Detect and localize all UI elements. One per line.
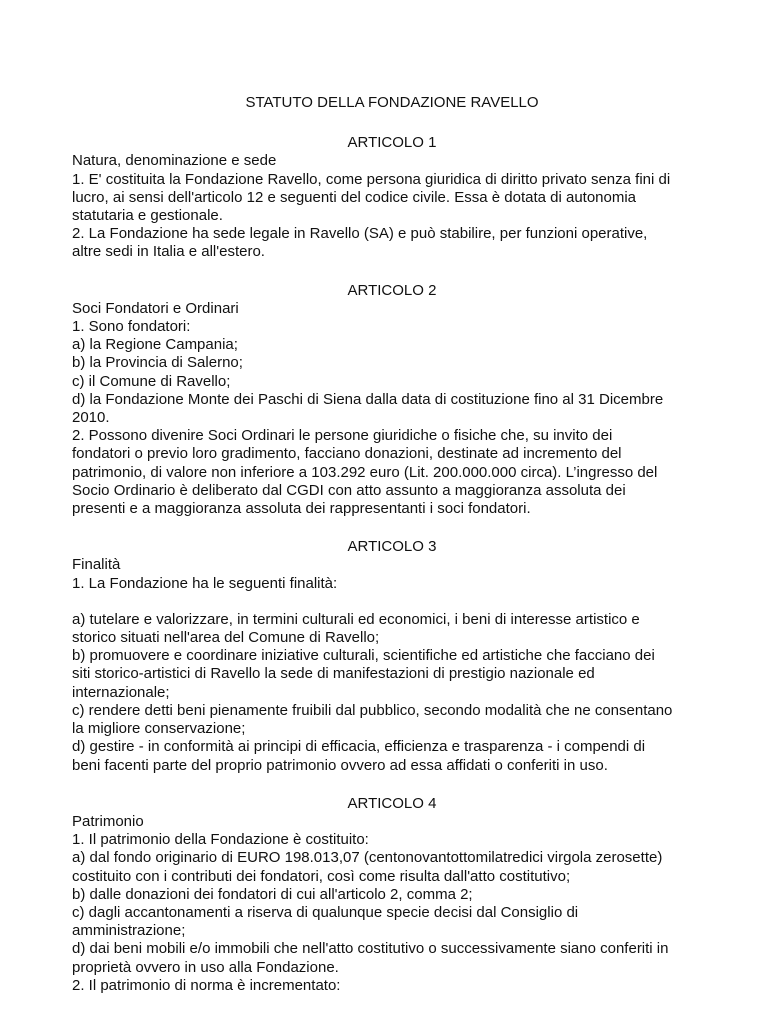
- text-line: a) dal fondo originario di EURO 198.013,07 (centonovantottomilatredici virgola zerosette): [72, 849, 663, 867]
- text-line: b) promuovere e coordinare iniziative culturali, scientifiche ed artistiche che facciano dei: [72, 647, 655, 665]
- text-line: c) dagli accantonamenti a riserva di qualunque specie decisi dal Consiglio di: [72, 903, 579, 921]
- text-line: 1. La Fondazione ha le seguenti finalità:: [72, 574, 338, 592]
- text-line: internazionale;: [72, 683, 170, 701]
- text-line: 1. Il patrimonio della Fondazione è costituito:: [72, 831, 369, 849]
- text-line: c) il Comune di Ravello;: [72, 372, 231, 390]
- text-line: proprietà ovvero in uso alla Fondazione.: [72, 958, 339, 976]
- text-line: a) tutelare e valorizzare, in termini culturali ed economici, i beni di interesse artistico e: [72, 610, 640, 628]
- article-heading: ARTICOLO 3: [347, 538, 437, 556]
- text-line: 2010.: [72, 409, 110, 427]
- paragraph-spacer: [72, 593, 712, 611]
- text-line: 2. La Fondazione ha sede legale in Ravello (SA) e può stabilire, per funzioni operative,: [72, 225, 648, 243]
- text-line: 1. Sono fondatori:: [72, 318, 191, 336]
- text-line: altre sedi in Italia e all'estero.: [72, 243, 265, 261]
- article-heading: ARTICOLO 2: [347, 281, 437, 299]
- article-heading: ARTICOLO 1: [347, 134, 437, 152]
- text-line: Finalità: [72, 556, 121, 574]
- document-title: STATUTO DELLA FONDAZIONE RAVELLO: [245, 94, 539, 111]
- text-line: b) dalle donazioni dei fondatori di cui all'articolo 2, comma 2;: [72, 885, 473, 903]
- article-section: [72, 795, 712, 995]
- text-line: 1. E' costituita la Fondazione Ravello, come persona giuridica di diritto privato senza fini di: [72, 170, 671, 188]
- text-line: la migliore conservazione;: [72, 720, 246, 738]
- text-line: statutaria e gestionale.: [72, 207, 223, 225]
- text-line: patrimonio, di valore non inferiore a 103.292 euro (Lit. 200.000.000 circa). L’ingresso del: [72, 463, 658, 481]
- text-line: 2. Possono divenire Soci Ordinari le persone giuridiche o fisiche che, su invito dei: [72, 427, 613, 445]
- text-line: presenti e a maggioranza assoluta dei rappresentanti i soci fondatori.: [72, 500, 531, 518]
- text-line: Soci Fondatori e Ordinari: [72, 299, 239, 317]
- text-line: d) dai beni mobili e/o immobili che nell'atto costitutivo o successivamente siano conferiti in: [72, 940, 669, 958]
- text-line: Socio Ordinario è deliberato dal CGDI con atto assunto a maggioranza assoluta dei: [72, 481, 626, 499]
- text-line: d) la Fondazione Monte dei Paschi di Siena dalla data di costituzione fino al 31 Dicembre: [72, 390, 664, 408]
- text-line: lucro, ai sensi dell'articolo 12 e seguenti del codice civile. Essa è dotata di autonomia: [72, 188, 637, 206]
- document-page: [72, 94, 712, 1015]
- text-line: beni facenti parte del proprio patrimonio ovvero ad essa affidati o conferiti in uso.: [72, 756, 608, 774]
- text-line: b) la Provincia di Salerno;: [72, 354, 243, 372]
- text-line: 2. Il patrimonio di norma è incrementato:: [72, 976, 341, 994]
- text-line: storico situati nell'area del Comune di Ravello;: [72, 629, 380, 647]
- article-heading: ARTICOLO 4: [347, 794, 437, 812]
- articles-container: [72, 134, 712, 995]
- text-line: c) rendere detti beni pienamente fruibili dal pubblico, secondo modalità che ne consentano: [72, 701, 673, 719]
- text-line: Natura, denominazione e sede: [72, 152, 277, 170]
- text-line: fondatori o previo loro gradimento, facciano donazioni, destinate ad incremento del: [72, 445, 622, 463]
- article-section: [72, 282, 712, 519]
- article-section: [72, 134, 712, 261]
- text-line: siti storico-artistici di Ravello la sede di manifestazioni di prestigio nazionale ed: [72, 665, 595, 683]
- text-line: Patrimonio: [72, 812, 144, 830]
- article-section: [72, 538, 712, 774]
- text-line: amministrazione;: [72, 922, 186, 940]
- text-line: a) la Regione Campania;: [72, 336, 238, 354]
- text-line: d) gestire - in conformità ai principi di efficacia, efficienza e trasparenza - i compendi di: [72, 738, 646, 756]
- text-line: costituito con i contributi dei fondatori, così come risulta dall'atto costitutivo;: [72, 867, 571, 885]
